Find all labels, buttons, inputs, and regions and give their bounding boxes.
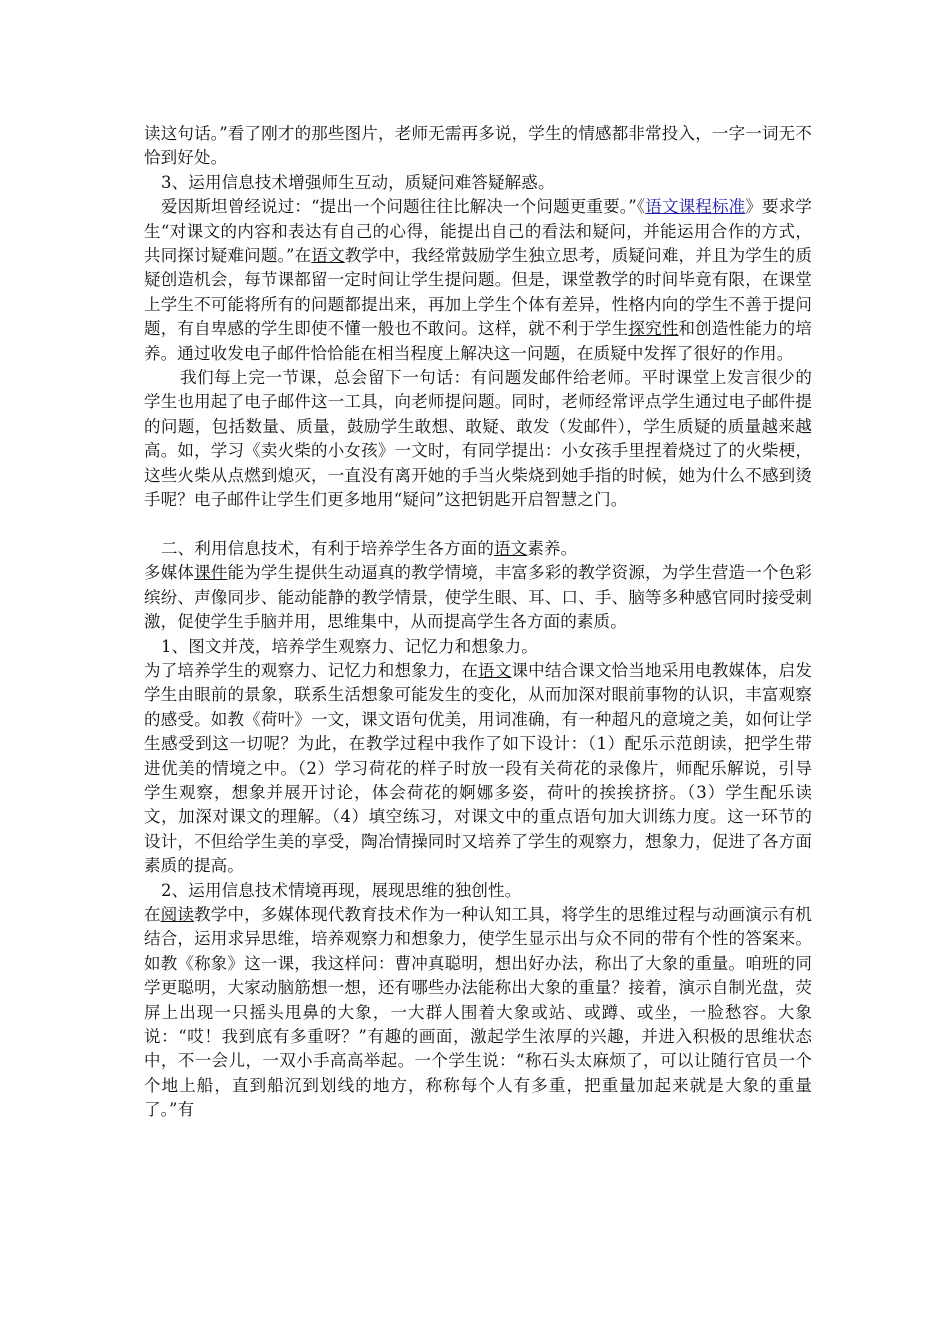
underlined-term[interactable]: 探究性 bbox=[628, 319, 679, 339]
text-run: 1、图文并茂，培养学生观察力、记忆力和想象力。 bbox=[161, 636, 538, 656]
paragraph-lotus bbox=[144, 659, 812, 879]
paragraph-email bbox=[144, 366, 812, 512]
text-run: 为了培养学生的观察力、记忆力和想象力，在 bbox=[144, 660, 479, 680]
text-run: 教学中，多媒体现代教育技术作为一种认知工具，将学生的思维过程与动画演示有机结合，运用求异思维，培养观察力和想象力，使学生显示出与众不同的带有个性的答案来。如教《称象》这一课，我这样问：曹冲真聪明，想出好办法，称出了大象的重量。咱班的同学更聪明，大家动脑筋想一想，还有哪些办法能称出大象的重量？接着，演示自制光盘，荧屏上出现一只摇头甩鼻的大象，一大群人围着大象或站、或蹲、或坐，一脸愁容。大象说：“哎！我到底有多重呀？”有趣的画面，激起学生浓厚的兴趣，并进入积极的思维状态中，不一会儿，一双小手高高举起。一个学生说：“称石头太麻烦了，可以让随行官员一个个地上船，直到船沉到划线的地方，称称每个人有多重，把重量加起来就是大象的重量了。”有 bbox=[144, 904, 812, 1120]
text-run: 教学中，我经常鼓励学生独立思考，质疑问难，并且为学生的质疑创造机会，每节课都留一定时间让学生提问题。但是，课堂教学的时间毕竟有限，在课堂上学生不可能将所有的问题都提出来，再加上学生个体有差异，性格内向的学生不善于提问题，有自卑感的学生即使不懂一般也不敢问。这样，就不利于学生 bbox=[144, 246, 812, 339]
paragraph-elephant bbox=[144, 903, 812, 1123]
underlined-term[interactable]: 阅读 bbox=[160, 904, 195, 924]
heading-3-interaction bbox=[144, 171, 812, 195]
text-run: 爱因斯坦曾经说过：“提出一个问题往往比解决一个问题更重要。”《 bbox=[161, 197, 646, 217]
text-run: 》要求学生“对课文的内容和表达有自己的心得，能提出自己的看法和疑问，并能运用合作的方式，共同探讨疑难问题。”在 bbox=[144, 197, 812, 266]
underlined-term[interactable]: 课件 bbox=[194, 563, 228, 583]
text-run: 读这句话。”看了刚才的那些图片，老师无需再多说，学生的情感都非常投入，一字一词无不恰到好处。 bbox=[144, 124, 812, 168]
paragraph-1 bbox=[144, 122, 812, 171]
heading-2-literacy bbox=[144, 537, 812, 561]
text-run: 多媒体 bbox=[144, 563, 195, 583]
text-run: 3、运用信息技术增强师生互动，质疑问难答疑解惑。 bbox=[161, 172, 555, 192]
text-run: 课中结合课文恰当地采用电教媒体，启发学生由眼前的景象，联系生活想象可能发生的变化，从而加深对眼前事物的认识，丰富观察的感受。如教《荷叶》一文，课文语句优美，用词准确，有一种超凡的意境之美，如何让学生感受到这一切呢？为此，在教学过程中我作了如下设计：（1）配乐示范朗读，把学生带进优美的情境之中。（2）学习荷花的样子时放一段有关荷花的录像片，师配乐解说，引导学生观察，想象并展开讨论，体会荷花的婀娜多姿，荷叶的挨挨挤挤。（3）学生配乐读文，加深对课文的理解。（4）填空练习，对课文中的重点语句加大训练力度。这一环节的设计，不但给学生美的享受，陶冶情操同时又培养了学生的观察力，想象力，促进了各方面素质的提高。 bbox=[144, 660, 813, 876]
underlined-term[interactable]: 语文 bbox=[478, 660, 512, 680]
hyperlink[interactable]: 语文课程标准 bbox=[645, 197, 746, 217]
paragraph-multimedia bbox=[144, 561, 812, 634]
heading-1-image-text bbox=[144, 635, 812, 659]
underlined-term[interactable]: 语文 bbox=[494, 538, 528, 558]
blank-line bbox=[144, 513, 812, 537]
underlined-term[interactable]: 语文 bbox=[311, 246, 345, 266]
text-run: 我们每上完一节课，总会留下一句话：有问题发邮件给老师。平时课堂上发言很少的学生也用起了电子邮件这一工具，向老师提问题。同时，老师经常评点学生通过电子邮件提的问题，包括数量、质量，鼓励学生敢想、敢疑、敢发（发邮件），学生质疑的质量越来越高。如，学习《卖火柴的小女孩》一文时，有同学提出：小女孩手里捏着烧过了的火柴梗，这些火柴从点燃到熄灭，一直没有离开她的手当火柴烧到她手指的时候，她为什么不感到烫手呢？电子邮件让学生们更多地用“疑问”这把钥匙开启智慧之门。 bbox=[144, 368, 812, 510]
text-run: 和创造性能力的培养。通过收发电子邮件恰恰能在相当程度上解决这一问题，在质疑中发挥了很好的作用。 bbox=[144, 319, 812, 363]
text-run: 二、利用信息技术，有利于培养学生各方面的 bbox=[161, 538, 494, 558]
heading-2-scene bbox=[144, 879, 812, 903]
text-run: 素养。 bbox=[527, 538, 578, 558]
text-run: 2、运用信息技术情境再现，展现思维的独创性。 bbox=[161, 880, 522, 900]
document-page bbox=[144, 122, 812, 1123]
paragraph-einstein bbox=[144, 195, 812, 366]
text-run: 能为学生提供生动逼真的教学情境，丰富多彩的教学资源，为学生营造一个色彩缤纷、声像同步、能动能静的教学情景，使学生眼、耳、口、手、脑等多种感官同时接受刺激，促使学生手脑并用，思维集中，从而提高学生各方面的素质。 bbox=[144, 563, 812, 632]
text-run: 在 bbox=[144, 904, 161, 924]
